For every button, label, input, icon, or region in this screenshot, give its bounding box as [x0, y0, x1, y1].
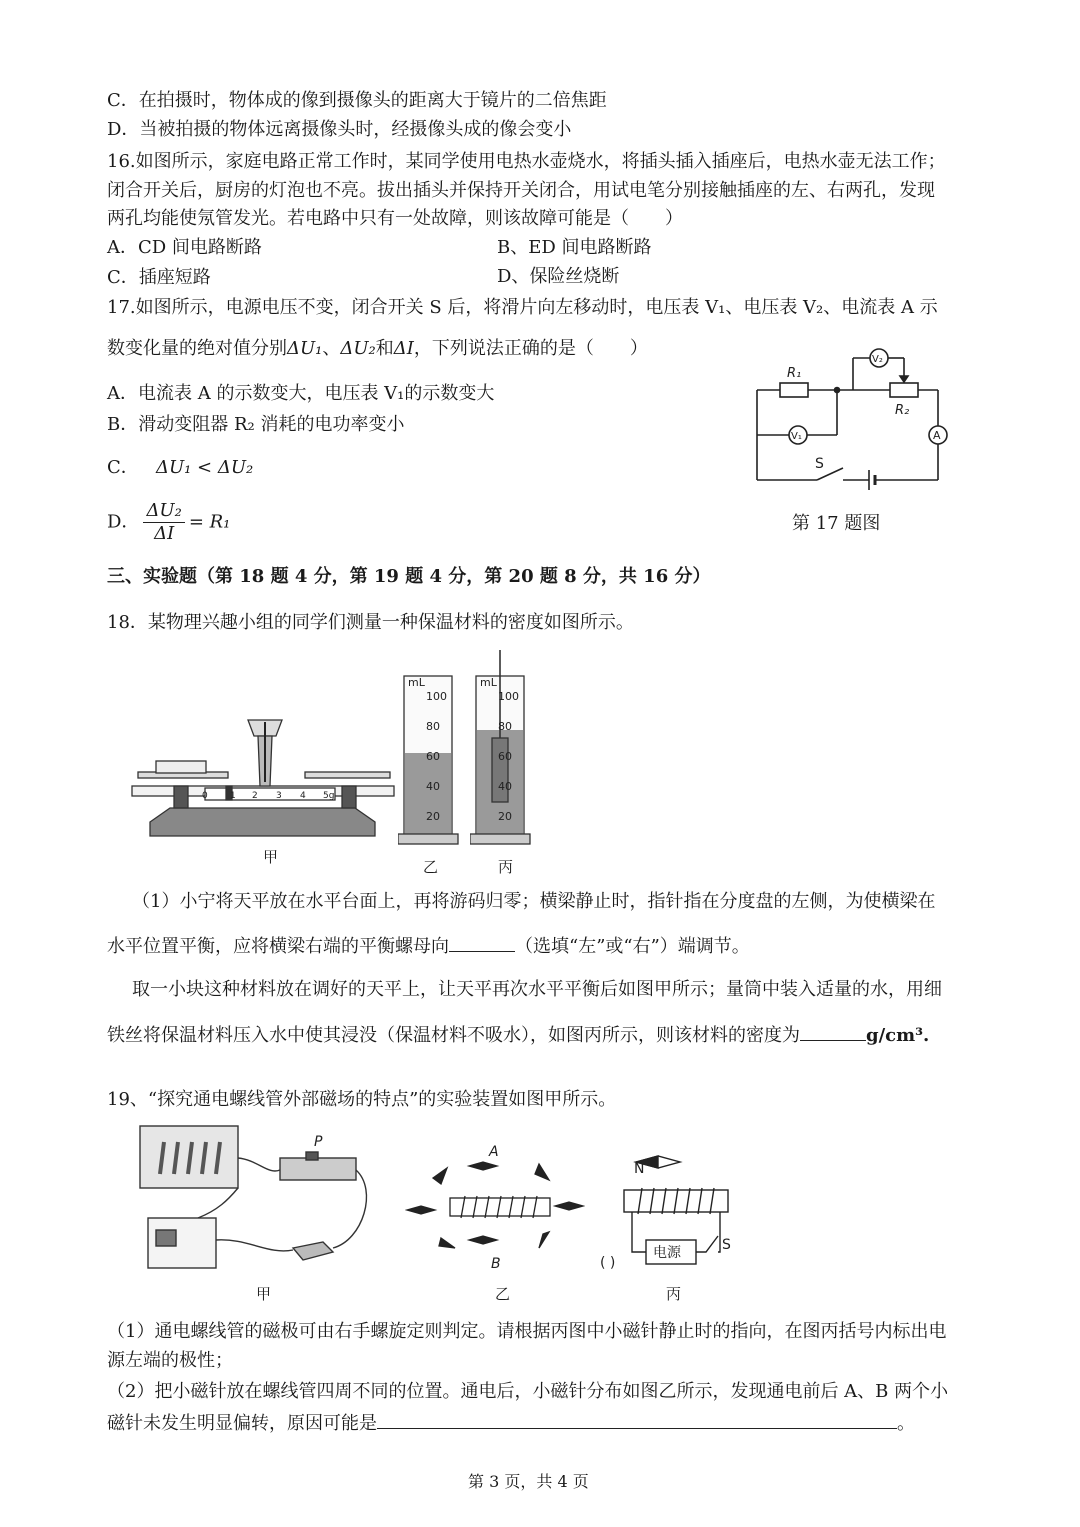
q17-figure-caption: 第 17 题图 — [792, 513, 881, 534]
svg-text:100: 100 — [426, 690, 447, 703]
svg-text:80: 80 — [498, 720, 512, 733]
needle-b — [469, 1236, 497, 1244]
q16-option-c: C．插座短路 — [107, 267, 211, 288]
svg-text:3: 3 — [276, 791, 282, 801]
wire — [198, 1188, 238, 1218]
left-support — [174, 786, 188, 808]
needle-a — [469, 1162, 497, 1170]
wire-right — [718, 1212, 720, 1252]
q18-balance-figure — [130, 690, 395, 850]
power-display — [156, 1230, 176, 1246]
label-v2: V₂ — [872, 354, 883, 365]
svg-text:0: 0 — [202, 791, 208, 801]
switch-s — [696, 1236, 718, 1252]
q17-stem-line2 — [107, 337, 648, 361]
q17-stem-line2-a: 数变化量的绝对值分别 — [107, 338, 287, 359]
label-a: A — [489, 1144, 499, 1160]
q17-option-c-math: ΔU₁ < ΔU₂ — [155, 457, 254, 478]
q17-delta-u2: ΔU₂ — [340, 338, 376, 359]
q18-p2-line1: 取一小块这种材料放在调好的天平上，让天平再次水平平衡后如图甲所示；量筒中装入适量的水，用细 — [132, 979, 942, 1000]
q19-stem: 19、“探究通电螺线管外部磁场的特点”的实验装置如图甲所示。 — [107, 1089, 617, 1110]
q19-p2-line2 — [107, 1410, 915, 1436]
label-p: P — [314, 1134, 323, 1150]
svg-text:60: 60 — [498, 750, 512, 763]
q16-stem-line1: 16.如图所示，家庭电路正常工作时，某同学使用电热水壶烧水，将插头插入插座后，电热水壶无法工作； — [107, 151, 946, 172]
balance-base — [150, 808, 375, 836]
q17-option-b: B．滑动变阻器 R₂ 消耗的电功率变小 — [107, 414, 405, 435]
needle-upper-right — [535, 1164, 549, 1180]
q19-label-bing: 丙 — [666, 1285, 682, 1303]
q18-stem: 18．某物理兴趣小组的同学们测量一种保温材料的密度如图所示。 — [107, 612, 634, 633]
q17-option-d-denominator: ΔI — [154, 523, 175, 544]
q18-p2-line2 — [107, 1022, 929, 1048]
q19-solenoid-figure — [598, 1152, 748, 1270]
svg-text:mL: mL — [480, 676, 497, 689]
q17-option-a: A．电流表 A 的示数变大，电压表 V₁的示数变大 — [107, 383, 495, 404]
label-switch: S — [815, 456, 824, 472]
q18-unit: g/cm³. — [866, 1025, 930, 1046]
svg-text:4: 4 — [300, 791, 306, 801]
q15-option-d: D．当被拍摄的物体远离摄像头时，经摄像头成的像会变小 — [107, 119, 572, 140]
page-footer: 第 3 页，共 4 页 — [468, 1472, 589, 1491]
label-s: S — [722, 1237, 731, 1253]
label-r2: R₂ — [895, 403, 910, 418]
q17-option-d — [107, 500, 230, 545]
rheostat — [280, 1158, 356, 1180]
q18-cylinder-bing — [470, 650, 532, 848]
q17-sep: 、 — [322, 338, 341, 359]
svg-text:100: 100 — [498, 690, 519, 703]
q17-option-c — [107, 456, 253, 480]
q17-option-c-label: C． — [107, 457, 139, 478]
q18-label-jia: 甲 — [263, 848, 279, 866]
balance-right-pan — [305, 772, 390, 778]
material-sample — [156, 761, 206, 773]
svg-text:60: 60 — [426, 750, 440, 763]
needle-right — [555, 1202, 583, 1210]
svg-text:40: 40 — [498, 780, 512, 793]
q19-p1-line2: 源左端的极性； — [107, 1350, 233, 1371]
wire-left — [632, 1212, 646, 1252]
q18-p1-line2 — [107, 933, 750, 959]
right-support — [342, 786, 356, 808]
q18-p1-line1: （1）小宁将天平放在水平台面上，再将游码归零；横梁静止时，指针指在分度盘的左侧，为使横梁在 — [132, 891, 936, 912]
q17-option-d-label: D． — [107, 511, 140, 533]
label-n: N — [634, 1161, 645, 1177]
q19-p1-line1: （1）通电螺线管的磁极可由右手螺旋定则判定。请根据丙图中小磁针静止时的指向，在图丙括号内标出电 — [107, 1321, 947, 1342]
label-ammeter: A — [933, 429, 941, 442]
svg-text:2: 2 — [252, 791, 258, 801]
q18-p1-line2-a: 水平位置平衡，应将横梁右端的平衡螺母向 — [107, 936, 449, 957]
q19-apparatus-figure — [128, 1120, 378, 1280]
cylinder-base — [398, 834, 458, 844]
q16-option-a: A．CD 间电路断路 — [107, 237, 262, 258]
answer-blank-density[interactable] — [800, 1022, 866, 1041]
svg-text:1: 1 — [230, 791, 236, 801]
label-r1: R₁ — [787, 366, 802, 381]
wire — [333, 1170, 366, 1248]
slider-arrow — [900, 376, 908, 382]
answer-blank-reason[interactable] — [377, 1410, 897, 1429]
q17-option-d-fraction — [143, 500, 184, 545]
needle-lower-left — [439, 1238, 455, 1248]
q19-p2-line1: （2）把小磁针放在螺线管四周不同的位置。通电后，小磁针分布如图乙所示，发现通电前后 A、B 两个小 — [107, 1381, 949, 1402]
wire — [216, 1240, 293, 1251]
needle-upper-left — [433, 1168, 447, 1184]
answer-blank-direction[interactable] — [449, 933, 515, 952]
label-b: B — [491, 1256, 501, 1272]
svg-text:5g: 5g — [323, 791, 335, 801]
q16-stem-line3: 两孔均能使氖管发光。若电路中只有一处故障，则该故障可能是（ ） — [107, 208, 683, 229]
q17-delta-i: ΔI — [393, 338, 414, 359]
polarity-bracket[interactable]: ( ) — [600, 1255, 616, 1270]
q17-and: 和 — [375, 338, 394, 359]
cylinder-base — [470, 834, 530, 844]
q18-p2-line2-a: 铁丝将保温材料压入水中使其浸没（保温材料不吸水），如图丙所示，则该材料的密度为 — [107, 1025, 800, 1046]
balance-scale — [205, 788, 335, 800]
q17-stem-line1: 17.如图所示，电源电压不变，闭合开关 S 后，将滑片向左移动时，电压表 V₁、电压表 V₂、电流表 A 示 — [107, 297, 938, 318]
needle-left — [407, 1206, 435, 1214]
q19-label-yi: 乙 — [495, 1285, 511, 1303]
resistor-r2 — [890, 383, 918, 397]
q18-label-yi: 乙 — [423, 858, 439, 876]
q19-label-jia: 甲 — [256, 1285, 272, 1303]
q18-cylinder-yi — [398, 658, 460, 848]
label-power-source: 电源 — [653, 1245, 681, 1261]
svg-text:80: 80 — [426, 720, 440, 733]
q19-compass-figure — [405, 1140, 585, 1280]
q16-stem-line2: 闭合开关后，厨房的灯泡也不亮。拔出插头并保持开关闭合，用试电笔分别接触插座的左、右两孔，发现 — [107, 180, 935, 201]
q16-option-b: B、ED 间电路断路 — [497, 237, 652, 258]
q18-p1-line2-b: （选填“左”或“右”）端调节。 — [515, 936, 750, 957]
resistor-r1 — [780, 383, 808, 397]
switch — [293, 1242, 333, 1260]
q19-p2-line2-a: 磁针未发生明显偏转，原因可能是 — [107, 1413, 377, 1434]
rheostat-slider — [306, 1152, 318, 1160]
q15-option-c: C．在拍摄时，物体成的像到摄像头的距离大于镜片的二倍焦距 — [107, 90, 607, 111]
q17-option-d-numerator: ΔU₂ — [143, 500, 184, 523]
label-v1: V₁ — [791, 431, 802, 442]
q17-delta-u1: ΔU₁ — [287, 338, 323, 359]
q19-p2-line2-b: 。 — [897, 1413, 915, 1434]
q18-label-bing: 丙 — [498, 858, 514, 876]
q17-option-d-rhs: = R₁ — [188, 511, 231, 533]
svg-text:20: 20 — [426, 810, 440, 823]
q16-option-d: D、保险丝烧断 — [497, 266, 620, 287]
section3-heading: 三、实验题（第 18 题 4 分，第 19 题 4 分，第 20 题 8 分，共 16 分） — [107, 566, 711, 587]
svg-text:mL: mL — [408, 676, 425, 689]
svg-text:40: 40 — [426, 780, 440, 793]
needle-lower-right — [539, 1232, 549, 1248]
q17-stem-line2-b: ，下列说法正确的是（ ） — [413, 338, 648, 359]
wire — [238, 1158, 280, 1171]
q17-circuit-diagram — [745, 338, 965, 498]
svg-text:20: 20 — [498, 810, 512, 823]
